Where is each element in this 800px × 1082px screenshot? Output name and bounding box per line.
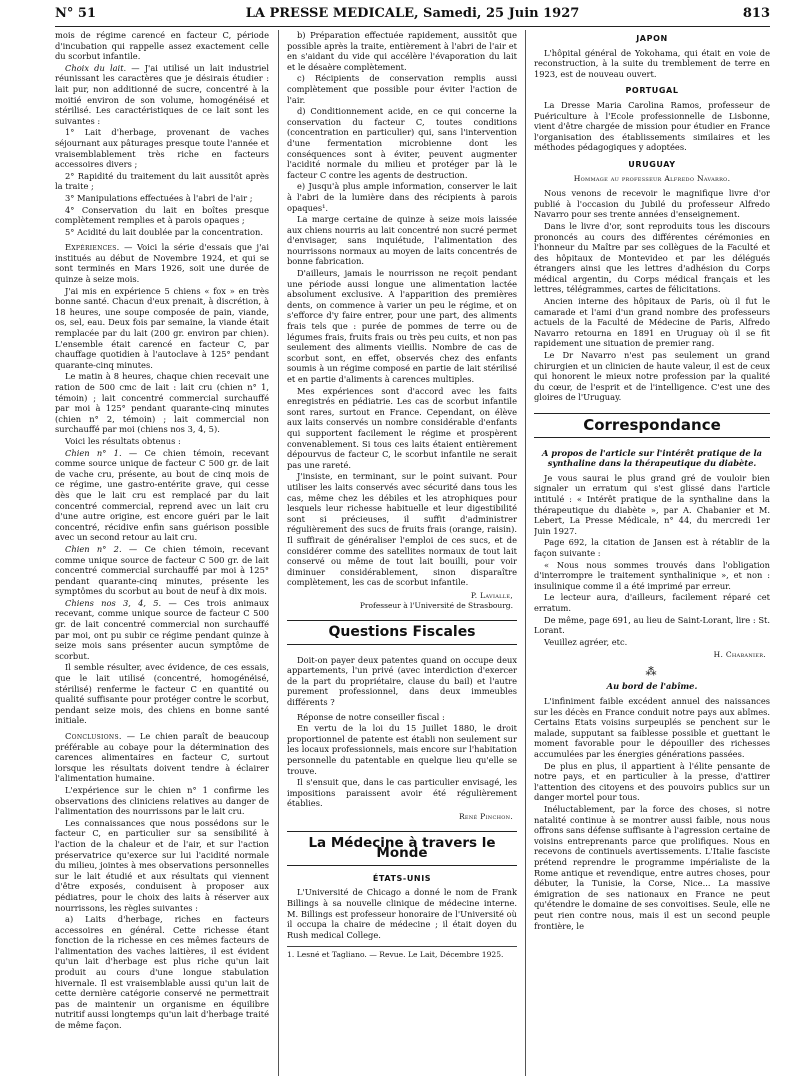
column-2 [287, 30, 517, 1076]
page-number: 813 [742, 6, 770, 21]
correspondence-signature: H. Chabanier. [713, 650, 766, 660]
paragraph: Je vous saurai le plus grand gré de vouloir bien signaler un erratum qui s'est glissé dans l'article intitulé : « Intérêt pratique de la synthaline dans la thérapeutique du diabète », par A. Chabanier et M. Lebert, La Presse Médicale, n° 44, du mercredi 1er Juin 1927. [534, 472, 770, 536]
section-title-correspondance: Correspondance [534, 413, 770, 438]
paragraph: Il s'ensuit que, dans le cas particulier envisagé, les impositions paraissent avoir été régulièrement établies. [287, 777, 517, 809]
paragraph: J'insiste, en terminant, sur le point suivant. Pour utiliser les laits conservés avec sécurité dans tous les cas, même chez les débiles et les atrophiques pour lesquels leur richesse habituelle et leur digestibilité sont si précieuses, il suffit d'administrer régulièrement des sucs de fruits frais (orange, raisin). Il suffirait de généraliser l'emploi de ces sucs, et de considérer comme des satellites normaux de tout lait conservé ou même de tout lait bouilli, pour voir diminuer considérablement, sinon disparaître complètement, les cas de scorbut infantile. [287, 471, 517, 588]
paragraph: D'ailleurs, jamais le nourrisson ne reçoit pendant une période aussi longue une alimentation lactée absolument exclusive. A l'apparition des premières dents, on commence à varier un peu le régime, et on s'efforce d'y faire entrer, pour une part, des aliments frais tels que : purée de pommes de terre ou de légumes frais, fruits frais ou très peu cuits, et non pas seulement des aliments vieillis. Nombre de cas de scorbut sont, en effet, observés chez des enfants soumis à un régime composé en partie de lait stérilisé et en partie d'aliments à carences multiples. [287, 268, 517, 384]
paragraph: d) Conditionnement acide, en ce qui concerne la conservation du facteur C, toutes conditions (concentration en particulier) qui, sans l'intervention d'une fermentation microbienne dont les conséquences sont à éviter, peuvent augmenter l'acidité normale du milieu et protéger par là le facteur C contre les agents de destruction. [287, 106, 517, 180]
article-title-abime: Au bord de l'abîme. [606, 681, 698, 692]
footnote: 1. Lesné et Tagliano. — Revue. Le Lait, Décembre 1925. [287, 946, 517, 961]
country-heading: JAPON [636, 34, 668, 43]
paragraph: e) Jusqu'à plus ample information, conserver le lait à l'abri de la lumière dans des récipients à parois opaques¹. [287, 181, 517, 213]
paragraph: Dans le livre d'or, sont reproduits tous les discours prononcés au cours des différentes cérémonies en l'honneur du Maître par ses collègues de la Faculté et des hôpitaux de Montevideo et par les délégués étrangers ainsi que les lettres d'adhésion du Corps médical argentin, du Corps médical français et les lettres, télégrammes, cartes de félicitations. [534, 220, 770, 295]
paragraph: Chiens nos 3, 4, 5. — Ces trois animaux recevant, comme unique source de facteur C 500 gr. de lait concentré commercial non surchauffé par moi, ont pu subir ce régime pendant quinze à seize mois sans présenter aucun symptôme de scorbut. [55, 597, 269, 661]
paragraph: Veuillez agréer, etc. [544, 636, 628, 647]
inline-heading: Chien n° 1. [65, 447, 122, 458]
paragraph: Expériences. — Voici la série d'essais que j'ai institués au début de Novembre 1924, et qui se sont terminés en Mars 1926, soit une durée de quinze à seize mois. [55, 242, 269, 285]
issue-number: N° 51 [55, 6, 96, 21]
column-divider [525, 30, 526, 1076]
paragraph: La marge certaine de quinze à seize mois laissée aux chiens nourris au lait concentré non sucré permet d'envisager, sans inquiétude, l'alimentation des nourrissons normaux au moyen de laits concentrés de bonne fabrication. [287, 214, 517, 267]
paragraph: Voici les résultats obtenus : [65, 435, 181, 446]
paragraph: Les connaissances que nous possédons sur le facteur C, en particulier sur sa sensibilité à l'action de la chaleur et de l'air, et sur l'action préservatrice qu'exerce sur lui l'acidité normale du milieu, jointes à mes observations personnelles sur le lait étudié et aux résultats qui viennent d'être exposés, conduisent à proposer aux pédiatres, pour le choix des laits à réserver aux nourrissons, les règles suivantes : [55, 817, 269, 913]
paragraph: Le matin à 8 heures, chaque chien recevait une ration de 500 cmc de lait : lait cru (chien n° 1, témoin) ; lait concentré commercial surchauffé par moi à 125° pendant quarante-cinq minutes (chien n° 2, témoin) ; lait commercial non surchauffé par moi (chiens nos 3, 4, 5). [55, 371, 269, 435]
country-heading: PORTUGAL [625, 86, 679, 96]
list-item: 1° Lait d'herbage, provenant de vaches séjournant aux pâturages presque toute l'année et vraisemblablement très riche en facteurs accessoires divers ; [55, 127, 269, 170]
paragraph: Le Dr Navarro n'est pas seulement un grand chirurgien et un clinicien de haute valeur, il est de ceux qui honorent le mieux notre profession par la qualité du cœur, de l'esprit et de l'intelligence. C'est une des gloires de l'Uruguay. [534, 350, 770, 403]
paragraph: Réponse de notre conseiller fiscal : [297, 711, 445, 722]
paragraph: La Dresse Maria Carolina Ramos, professeur de Puériculture à l'Ecole professionnelle de Lisbonne, vient d'être chargée de mission pour étudier en France l'organisation des établissements similaires et les méthodes pédagogiques y adoptées. [534, 99, 770, 153]
paragraph: a) Laits d'herbage, riches en facteurs accessoires en général. Cette richesse étant fonction de la richesse en ces mêmes facteurs de l'alimentation des vaches laitières, il est évident qu'un lait d'herbage est plus riche qu'un lait produit au cours d'une longue stabulation hivernale. Il est vraisemblable aussi qu'un lait de cette dernière catégorie conservé ne permettrait pas de maintenir un organisme en équilibre nutritif aussi longtemps qu'un lait d'herbage traité de même façon. [55, 914, 269, 1031]
paragraph: L'infiniment faible excédent annuel des naissances sur les décès en France conduit notre pays aux abîmes. Certains Etats voisins surpeuplés se penchent sur le malade, supputant sa faiblesse possible et guettant le moment favorable pour le dépouiller des richesses accumulées par les énergies générations passées. [534, 696, 770, 760]
subheading: Hommage au professeur Alfredo Navarro. [573, 173, 731, 183]
inline-heading: Chiens nos 3, 4, 5. [65, 597, 162, 608]
paragraph: J'ai mis en expérience 5 chiens « fox » en très bonne santé. Chacun d'eux prenait, à discrétion, à 18 heures, une soupe composée de pain, viande, os, sel, eau. Deux fois par semaine, la viande était remplacée par du lait (200 gr. environ par chien). L'ensemble était carencé en facteur C, par chauffage quotidien à l'autoclave à 125° pendant quarante-cinq minutes. [55, 285, 269, 370]
inline-heading: Chien n° 2. [65, 543, 122, 554]
paragraph: Chien n° 2. — Ce chien témoin, recevant comme unique source de facteur C 500 gr. de lait concentré commercial surchauffé par moi à 125° pendant quarante-cinq minutes, présente les symptômes du scorbut au bout de neuf à dix mois. [55, 543, 269, 597]
inline-heading: Expériences. [65, 242, 120, 253]
paragraph: En vertu de la loi du 15 Juillet 1880, le droit proportionnel de patente est établi non seulement sur les locaux professionnels, mais encore sur l'habitation personnelle du patentable en quelque lieu qu'elle se trouve. [287, 723, 517, 776]
column-divider [278, 30, 279, 1076]
country-heading: URUGUAY [628, 159, 676, 169]
article-subtitle: A propos de l'article sur l'intérêt pratique de la synthaline dans la thérapeutique du diabète. [541, 447, 763, 469]
paragraph: c) Récipients de conservation remplis aussi complètement que possible pour éviter l'action de l'air. [287, 73, 517, 105]
paragraph: Page 692, la citation de Jansen est à rétablir de la façon suivante : [534, 537, 770, 558]
paragraph: Le lecteur aura, d'ailleurs, facilement réparé cet erratum. [534, 592, 770, 613]
paragraph: « Nous nous sommes trouvés dans l'obligation d'interrompre le traitement synthalinique », et non : insulinique comme il a été imprimé par erreur. [534, 559, 770, 591]
journal-title: LA PRESSE MEDICALE, Samedi, 25 Juin 1927 [245, 6, 580, 21]
paragraph: De même, page 691, au lieu de Saint-Lorant, lire : St. Lorant. [534, 614, 770, 636]
paragraph: Doit-on payer deux patentes quand on occupe deux appartements, l'un privé (avec interdiction d'exercer de la part du propriétaire, clause du bail) et l'autre purement professionnel, dans deux immeubles différents ? [287, 654, 517, 708]
list-item: 4° Conservation du lait en boîtes presque complètement remplies et à parois opaques ; [55, 204, 269, 226]
paragraph: L'hôpital général de Yokohama, qui était en voie de reconstruction, à la suite du tremblement de terre en 1923, est de nouveau ouvert. [534, 47, 770, 79]
asterism-ornament: ⁂ [645, 664, 659, 678]
column-3 [534, 30, 770, 1076]
author-role: Professeur à l'Université de Strasbourg. [359, 601, 513, 611]
author-signature: P. Lavialle, Professeur à l'Université de Strasbourg. [287, 591, 513, 612]
paragraph: Mes expériences sont d'accord avec les faits enregistrés en pédiatrie. Les cas de scorbut infantile sont rares, surtout en France. Cependant, on élève aux laits conservés un nombre considérable d'enfants qui supportent facilement le régime et prospèrent convenablement. Si tous ces laits étaient entièrement dépourvus de facteur C, le scorbut infantile ne serait pas une rareté. [287, 385, 517, 470]
list-item: 3° Manipulations effectuées à l'abri de l'air ; [65, 192, 253, 203]
paragraph: Il semble résulter, avec évidence, de ces essais, que le lait utilisé (concentré, homogénéisé, stérilisé) renferme le facteur C en quantité ou qualité suffisante pour protéger contre le scorbut, pendant seize mois, des chiens en bonne santé initiale. [55, 662, 269, 726]
paragraph: L'expérience sur le chien n° 1 confirme les observations des cliniciens relatives au danger de l'alimentation des nourrissons par le lait cru. [55, 784, 269, 817]
section-title-questions-fiscales: Questions Fiscales [287, 620, 517, 645]
fiscal-signature: René Pinchon. [458, 811, 513, 821]
paragraph: Nous venons de recevoir le magnifique livre d'or publié à l'occasion du Jubilé du professeur Alfredo Navarro pour ses trente années d'enseignement. [534, 188, 770, 220]
list-item: 5° Acidité du lait doublée par la concentration. [65, 226, 263, 237]
inline-heading: Choix du lait. [65, 62, 127, 73]
country-heading: ÉTATS-UNIS [372, 873, 432, 883]
section-title-medecine-monde: La Médecine à travers le Monde [287, 831, 517, 866]
paragraph: Choix du lait. — J'ai utilisé un lait industriel réunissant les caractères que je désirais étudier : lait pur, non additionné de sucre, concentré à la moitié environ de son volume, homogénéisé et stérilisé. Les caractéristiques de ce lait sont les suivantes : [55, 62, 269, 126]
paragraph: Conclusions. — Le chien paraît de beaucoup préférable au cobaye pour la détermination des carences alimentaires en facteur C, surtout lorsque les résultats doivent tendre à éclairer l'alimentation humaine. [55, 731, 269, 784]
paragraph: L'Université de Chicago a donné le nom de Frank Billings à sa nouvelle clinique de médecine interne. M. Billings est professeur honoraire de l'Université où il occupa la chaire de médecine ; il était doyen du Rush medical College. [287, 887, 517, 940]
paragraph: Ancien interne des hôpitaux de Paris, où il fut le camarade et l'ami d'un grand nombre des professeurs actuels de la Faculté de Médecine de Paris, Alfredo Navarro retourna en 1891 en Uruguay où il se fit rapidement une situation de premier rang. [534, 296, 770, 349]
paragraph: b) Préparation effectuée rapidement, aussitôt que possible après la traite, entièrement à l'abri de l'air et en s'aidant du vide qui accélère l'évaporation du lait et le désaère complètement. [287, 30, 517, 72]
paragraph: Chien n° 1. — Ce chien témoin, recevant comme source unique de facteur C 500 gr. de lait de vache cru, présente, au bout de cinq mois de ce régime, une gastro-entérite grave, qui cesse dès que le lait cru est remplacé par du lait concentré commercial, reprend avec un lait cru d'une autre origine, est encore guéri par le lait concentré, récidive enfin sans guérison possible avec un second retour au lait cru. [55, 447, 269, 543]
paragraph: mois de régime carencé en facteur C, période d'incubation qui rappelle assez exactement celle du scorbut infantile. [55, 30, 269, 62]
paragraph: De plus en plus, il appartient à l'élite pensante de notre pays, et en particulier à la presse, d'attirer l'attention des citoyens et des pouvoirs publics sur un danger mortel pour tous. [534, 760, 770, 803]
paragraph: Inéluctablement, par la force des choses, si notre natalité continue à se montrer aussi faible, nous nous offrons sans défense suffisante à l'agression certaine de voisins entreprenants parce que prolifiques. Nous en recevons de continuels avertissements. L'Italie fasciste prétend reprendre le programme impérialiste de la Rome antique et revendique, entre autres choses, pour débuter, la Tunisie, la Corse, Nice... La massive émigration de ses nationaux en France ne peut qu'étendre le domaine de ses convoitises. Seule, elle ne peut rien contre nous, mais il est un second peuple frontière, le [534, 804, 770, 931]
column-1 [55, 30, 269, 1076]
list-item: 2° Rapidité du traitement du lait aussitôt après la traite ; [55, 170, 269, 192]
page-header [55, 4, 770, 27]
inline-heading: Conclusions. [65, 731, 122, 741]
